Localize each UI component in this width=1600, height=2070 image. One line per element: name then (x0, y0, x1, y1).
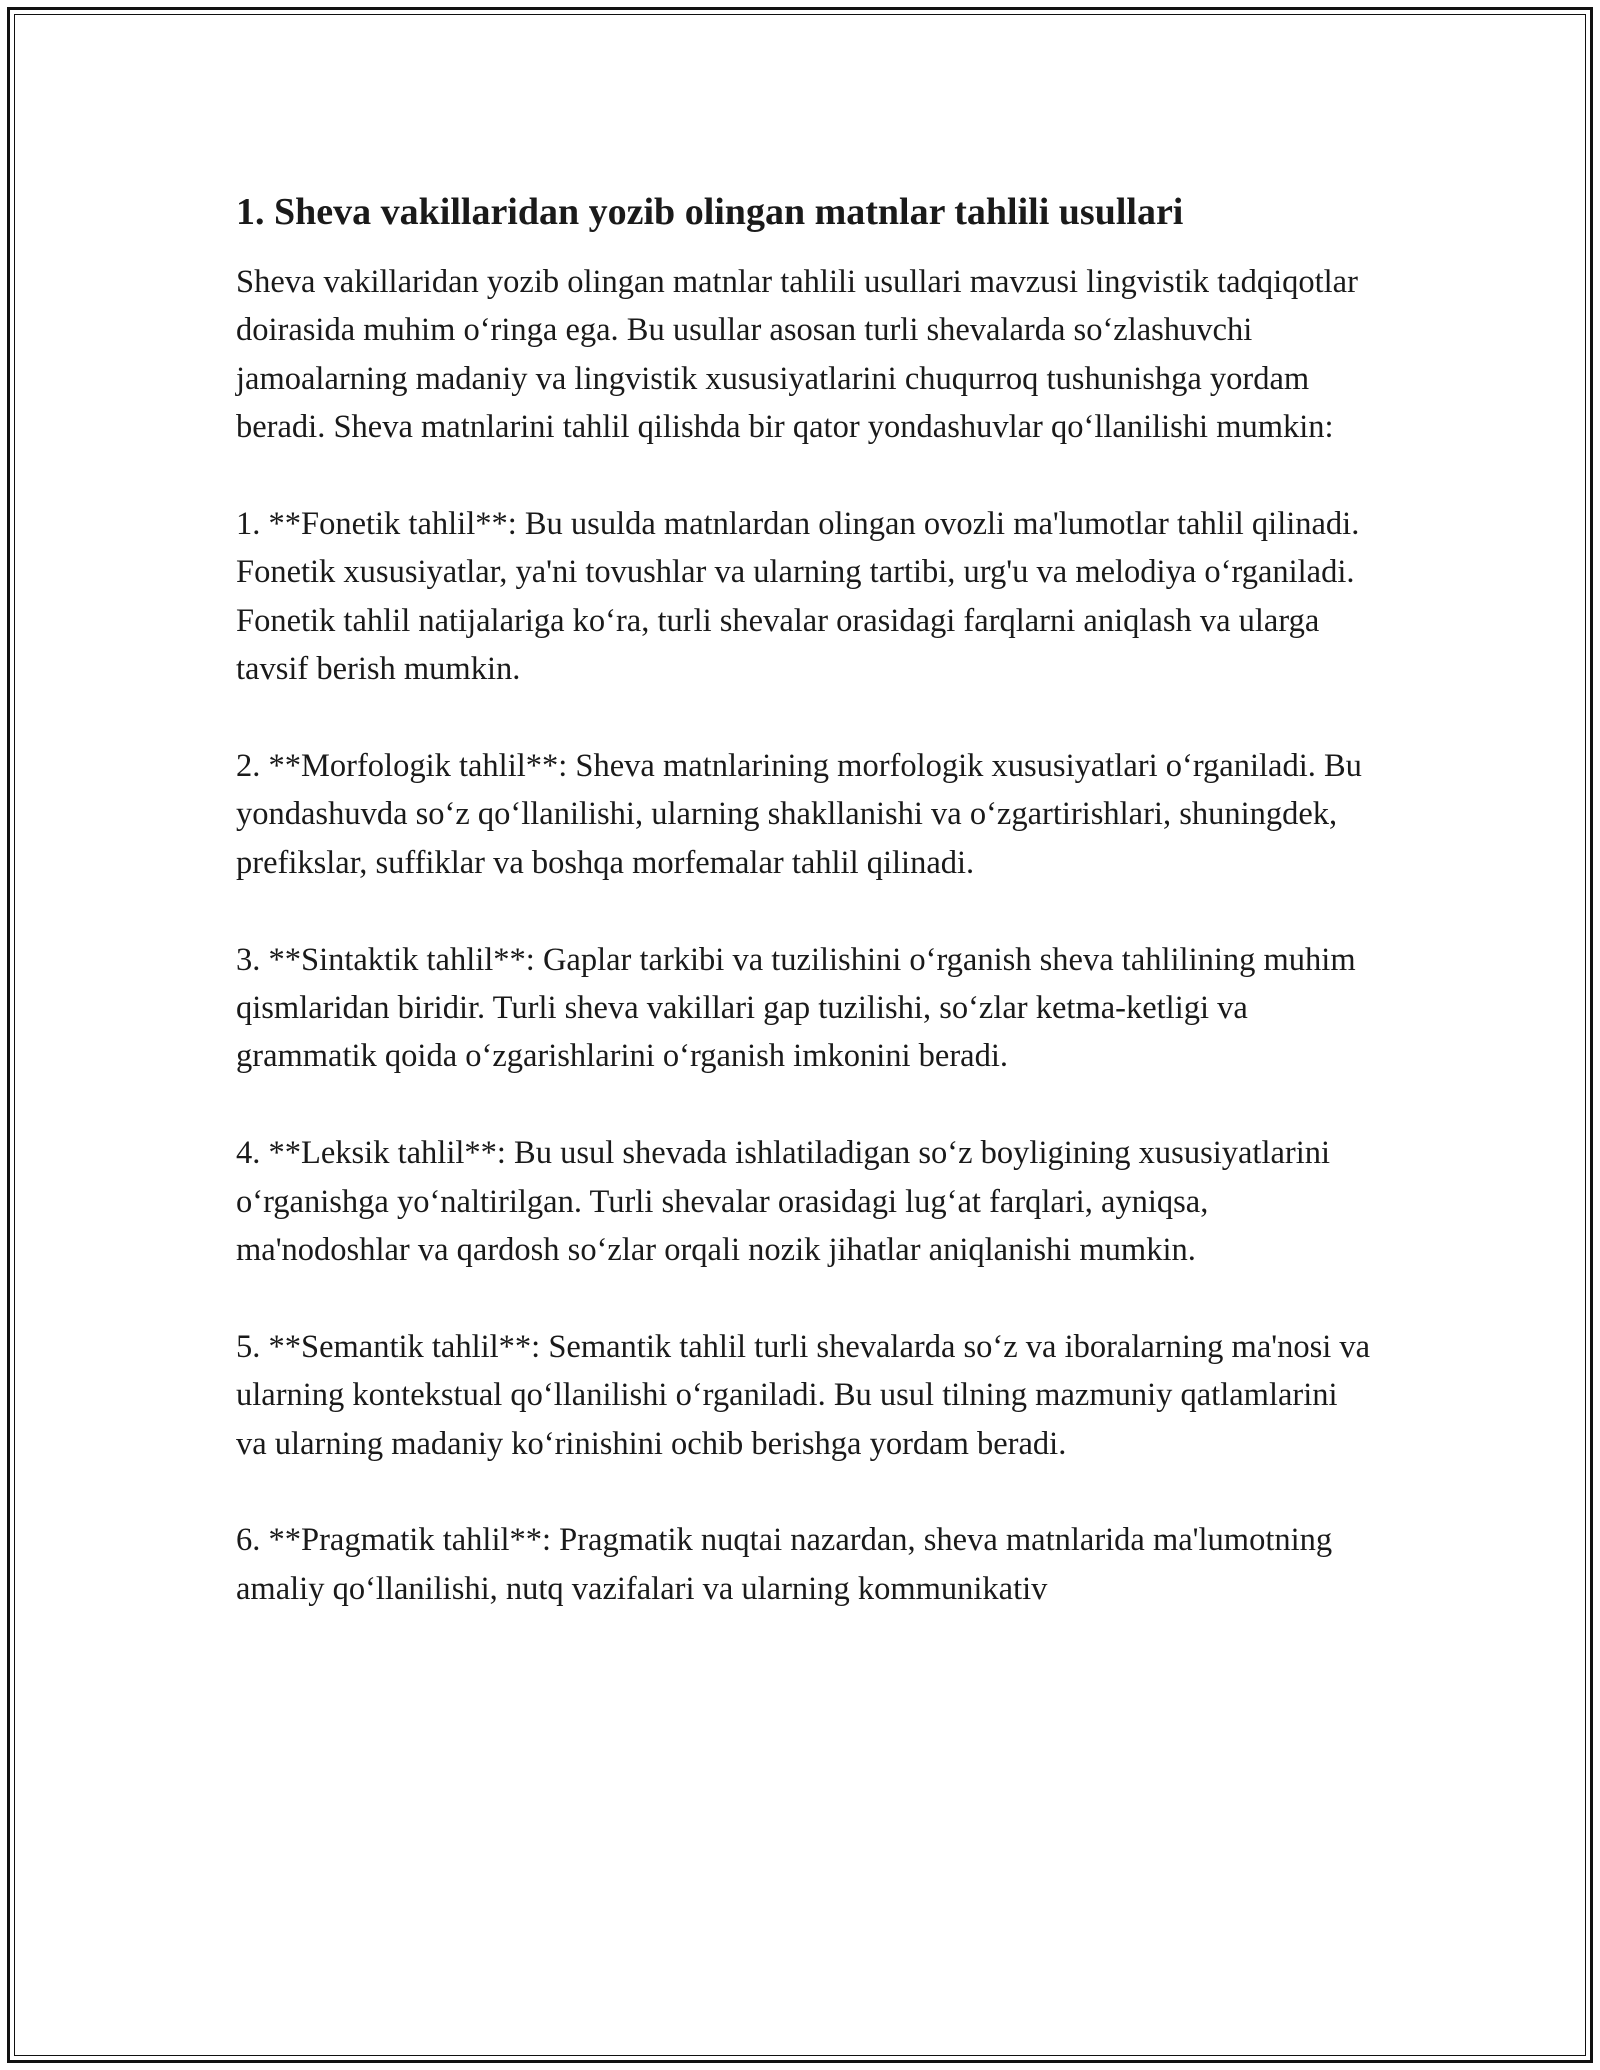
item-sintaktik-tahlil: 3. **Sintaktik tahlil**: Gaplar tarkibi va tuzilishini o‘rganish sheva tahlilining muhim qismlaridan biridir. Turli sheva vakillari gap tuzilishi, so‘zlar ketma-ketligi va grammatik qoida o‘zgarishlarini o‘rganish imkonini beradi. (236, 941, 1356, 1075)
item-semantik-tahlil: 5. **Semantik tahlil**: Semantik tahlil turli shevalarda so‘z va iboralarning ma'nosi va ularning kontekstual qo‘llanilishi o‘rganiladi. Bu usul tilning mazmuniy qatlamlarini va ularning madaniy ko‘rinishini ochib berishga yordam beradi. (236, 1328, 1371, 1462)
document-body (236, 184, 1376, 1662)
section-heading: 1. Sheva vakillaridan yozib olingan matnlar tahlili usullari (236, 191, 1184, 233)
intro-paragraph: Sheva vakillaridan yozib olingan matnlar tahlili usullari mavzusi lingvistik tadqiqotlar doirasida muhim o‘ringa ega. Bu usullar asosan turli shevalarda so‘zlashuvchi jamoalarning madaniy va lingvistik xususiyatlarini chuqurroq tushunishga yordam beradi. Sheva matnlarini tahlil qilishda bir qator yondashuvlar qo‘llanilishi mumkin: (236, 264, 1358, 446)
item-pragmatik-tahlil: 6. **Pragmatik tahlil**: Pragmatik nuqtai nazardan, sheva matnlarida ma'lumotning amaliy qo‘llanilishi, nutq vazifalari va ularning kommunikativ (236, 1522, 1333, 1607)
item-morfologik-tahlil: 2. **Morfologik tahlil**: Sheva matnlarining morfologik xususiyatlari o‘rganiladi. Bu yondashuvda so‘z qo‘llanilishi, ularning shakllanishi va o‘zgartirishlari, shuningdek, prefikslar, suffiklar va boshqa morfemalar tahlil qilinadi. (236, 748, 1362, 881)
item-fonetik-tahlil: 1. **Fonetik tahlil**: Bu usulda matnlardan olingan ovozli ma'lumotlar tahlil qilinadi. Fonetik xususiyatlar, ya'ni tovushlar va ularning tartibi, urg'u va melodiya o‘rganiladi. Fonetik tahlil natijalariga ko‘ra, turli shevalar orasidagi farqlarni aniqlash va ularga tavsif berish mumkin. (236, 506, 1360, 688)
item-leksik-tahlil: 4. **Leksik tahlil**: Bu usul shevada ishlatiladigan so‘z boyligining xususiyatlarini o‘rganishga yo‘naltirilgan. Turli shevalar orasidagi lug‘at farqlari, ayniqsa, ma'nodoshlar va qardosh so‘zlar orqali nozik jihatlar aniqlanishi mumkin. (236, 1135, 1331, 1269)
